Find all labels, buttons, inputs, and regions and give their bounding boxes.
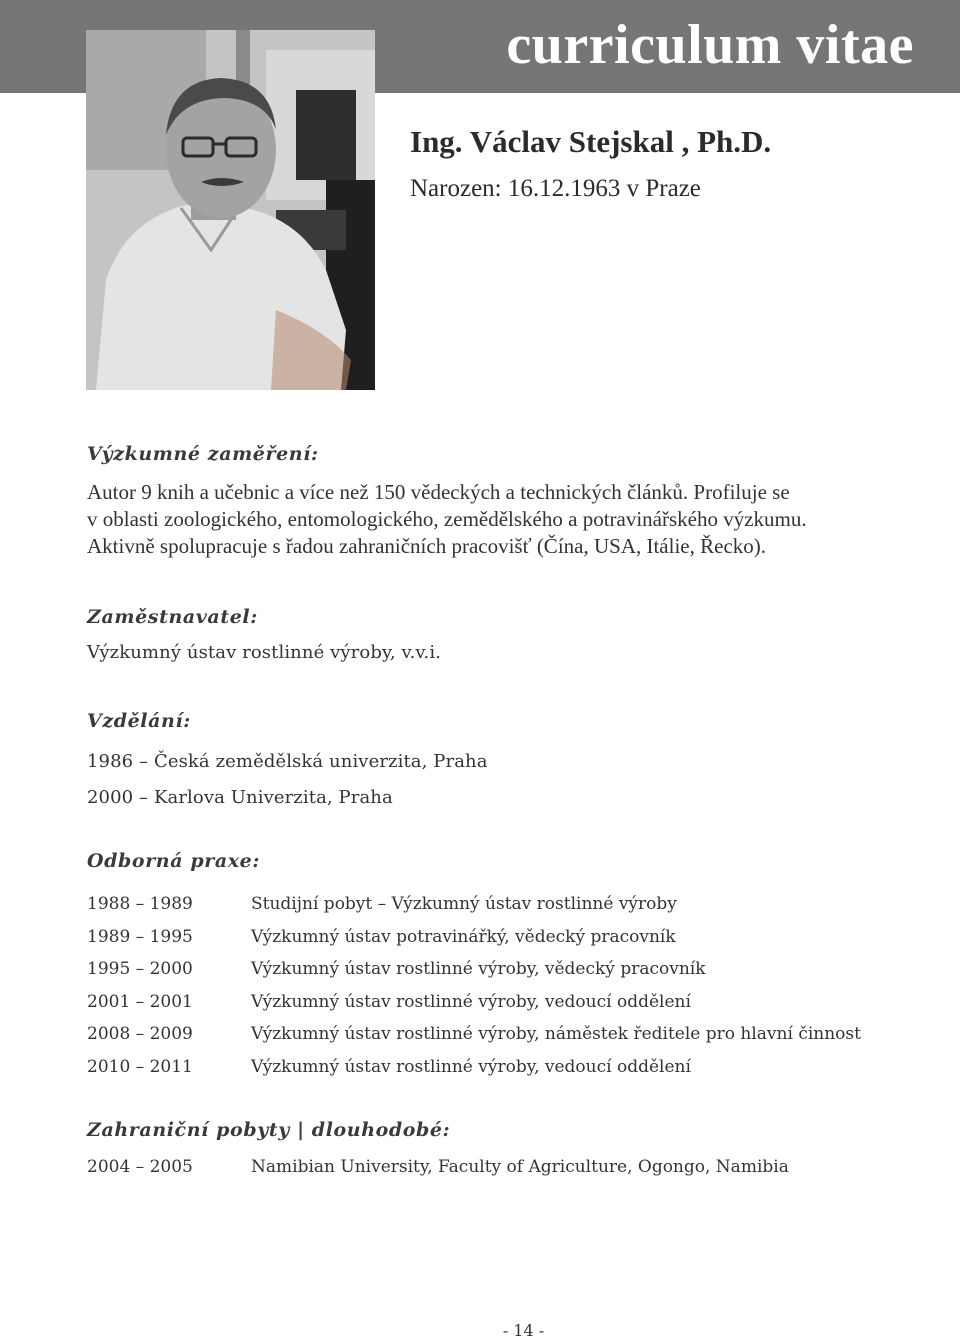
practice-table <box>87 888 861 1083</box>
abroad-desc: Namibian University, Faculty of Agriculture, Ogongo, Namibia <box>251 1157 789 1177</box>
employer-section <box>87 606 441 663</box>
practice-desc: Výzkumný ústav potravinářký, vědecký pracovník <box>251 926 676 947</box>
research-heading: Výzkumné zaměření: <box>87 443 319 465</box>
practice-period: 1988 – 1989 <box>87 894 193 914</box>
abroad-heading: Zahraniční pobyty | dlouhodobé: <box>87 1119 451 1141</box>
education-list <box>87 744 488 816</box>
page-title: curriculum vitae <box>506 14 914 76</box>
education-item: 1986 – Česká zemědělská univerzita, Praha <box>87 751 488 772</box>
practice-heading: Odborná praxe: <box>87 850 260 872</box>
abroad-period: 2004 – 2005 <box>87 1157 193 1177</box>
employer-value: Výzkumný ústav rostlinné výroby, v.v.i. <box>87 642 442 663</box>
education-section <box>87 710 488 816</box>
practice-period: 1995 – 2000 <box>87 959 193 979</box>
research-line: Autor 9 knih a učebnic a více než 150 vědeckých a technických článků. Profiluje se <box>87 480 790 504</box>
practice-desc: Výzkumný ústav rostlinné výroby, vedoucí oddělení <box>251 991 691 1012</box>
abroad-table <box>87 1151 789 1184</box>
portrait-photo <box>86 30 375 390</box>
practice-row <box>87 888 861 921</box>
research-line: v oblasti zoologického, entomologického, zemědělského a potravinářského výzkumu. <box>87 507 807 531</box>
research-text <box>87 479 960 560</box>
employer-heading: Zaměstnavatel: <box>87 606 258 628</box>
birth-info: Narozen: 16.12.1963 v Praze <box>410 175 701 202</box>
practice-section <box>87 850 861 1083</box>
practice-row <box>87 1018 861 1051</box>
practice-period: 1989 – 1995 <box>87 926 193 947</box>
practice-row <box>87 1051 861 1084</box>
practice-period: 2001 – 2001 <box>87 991 193 1012</box>
research-section <box>87 443 960 560</box>
education-item: 2000 – Karlova Univerzita, Praha <box>87 787 393 808</box>
education-heading: Vzdělání: <box>87 710 191 732</box>
person-name: Ing. Václav Stejskal , Ph.D. <box>410 124 772 159</box>
research-line: Aktivně spolupracuje s řadou zahraničních pracovišť (Čína, USA, Itálie, Řecko). <box>87 534 767 558</box>
practice-row <box>87 986 861 1019</box>
practice-row <box>87 921 861 954</box>
abroad-section <box>87 1119 789 1184</box>
practice-desc: Studijní pobyt – Výzkumný ústav rostlinné výroby <box>251 894 677 914</box>
practice-desc: Výzkumný ústav rostlinné výroby, vědecký pracovník <box>251 959 706 979</box>
practice-desc: Výzkumný ústav rostlinné výroby, náměstek ředitele pro hlavní činnost <box>251 1024 861 1044</box>
page-number: - 14 - <box>502 1321 545 1340</box>
practice-period: 2010 – 2011 <box>87 1056 193 1077</box>
practice-desc: Výzkumný ústav rostlinné výroby, vedoucí oddělení <box>251 1056 691 1077</box>
practice-period: 2008 – 2009 <box>87 1024 193 1044</box>
practice-row <box>87 953 861 986</box>
abroad-row <box>87 1151 789 1184</box>
